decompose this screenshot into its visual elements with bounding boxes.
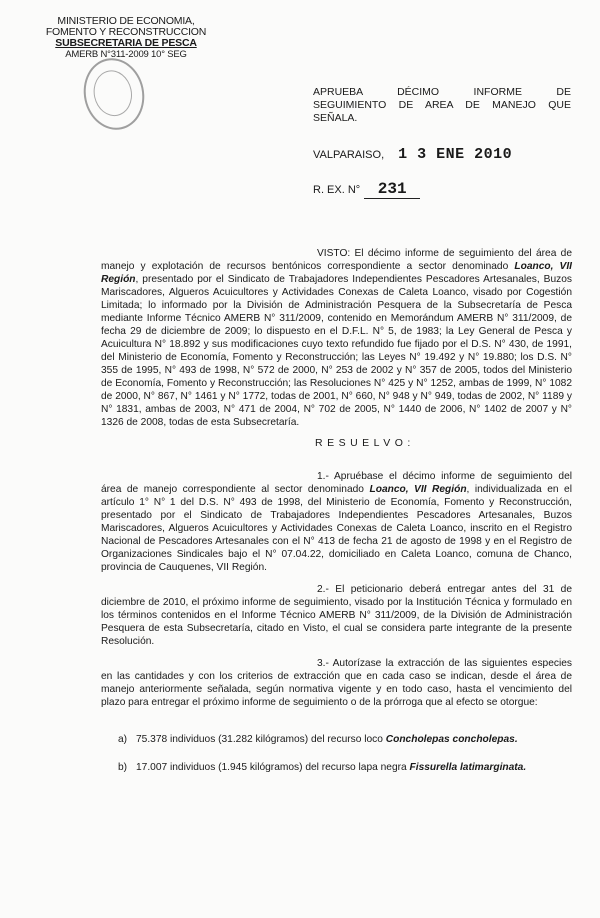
resolution-label: R. EX. N° <box>313 184 361 196</box>
list-item-letter: b) <box>118 762 128 773</box>
list-item <box>118 733 578 746</box>
list-item-species: Fissurella latimarginata. <box>409 762 527 773</box>
article-2-text: 2.- El peticionario deberá entregar antes del 31 de diciembre de 2010, el próximo informe de seguimiento, visado por la Institución Técnica y formulado en los términos contenidos en el Informe Técnico AMERB N° 311/2009, de la División de Administración Pesquera de esta Subsecretaría, citado en Visto, el cual se considera parte integrante de la presente Resolución. <box>101 584 572 647</box>
list-item-letter: a) <box>118 734 128 745</box>
date-stamp: 1 3 ENE 2010 <box>398 146 513 163</box>
article-2 <box>101 583 572 648</box>
visto-paragraph <box>101 247 572 429</box>
visto-sector: Loanco, VII Región <box>101 261 573 285</box>
subsecretaria-name: SUBSECRETARIA DE PESCA <box>55 37 197 49</box>
subject-line2: SEGUIMIENTO DE AREA DE MANEJO QUE <box>313 99 571 111</box>
ministry-name-line2: FOMENTO Y RECONSTRUCCION <box>45 26 207 38</box>
list-item-text: 75.378 individuos (31.282 kilógramos) del recurso loco <box>136 734 383 745</box>
list-item-species: Concholepas concholepas. <box>385 734 518 745</box>
article-3 <box>101 657 572 709</box>
subject-line1: APRUEBA DÉCIMO INFORME DE <box>313 86 571 98</box>
article-1-body: , individualizada en el artículo 1° N° 1 del D.S. N° 493 de 1998, del Ministerio de Economía, Fomento y Reconstrucción, presentado por el Sindicato de Trabajadores Independientes Pescadores Artesanales, Buzos Mariscadores, Algueros Acuicultores y Actividades Conexas de Caleta Loanco, inscrito en el Registro Nacional de Pescadores Artesanales con el N° 413 de fecha 21 de agosto de 1998 y en el Registro de Organizaciones Sindicales bajo el N° 07.04.22, domiciliado en Caleta Loanco, comuna de Chanco, provincia de Cauquenes, VII Región. <box>101 484 572 573</box>
article-3-text: 3.- Autorízase la extracción de las siguientes especies en las cantidades y con los criterios de extracción que en cada caso se indican, desde el área de manejo anteriormente señalada, según normativa vigente y en todo caso, hasta el vencimiento del plazo para entregar el próximo informe de seguimiento o de la prórroga que al efecto se otorgue: <box>101 658 572 708</box>
article-1 <box>101 470 572 574</box>
article-1-intro: 1.- Apruébase el décimo informe de seguimiento del área de manejo correspondiente al sector denominado <box>101 471 572 495</box>
resuelvo-heading: RESUELVO: <box>315 437 415 449</box>
ministry-name-line1: MINISTERIO DE ECONOMIA, <box>57 15 195 27</box>
list-item <box>118 761 578 774</box>
subject-block <box>313 86 571 125</box>
place: VALPARAISO, <box>313 149 385 161</box>
resolution-number <box>313 180 420 199</box>
resolution-value: 231 <box>364 180 420 199</box>
place-date <box>313 146 512 163</box>
ministry-header <box>26 16 226 60</box>
visto-intro: VISTO: El décimo informe de seguimiento del área de manejo y explotación de recursos bentónicos correspondiente a sector denominado <box>101 248 572 272</box>
visto-body: , presentado por el Sindicato de Trabajadores Independientes Pescadores Artesanales, Buzos Mariscadores, Algueros Acuicultores y Actividades Conexas de Caleta Loanco, visado por Cogestión Limitada; lo informado por la División de Administración Pesquera de la Subsecretaría de Pesca mediante Informe Técnico AMERB N° 311/2009, contenido en Memorándum AMERB N° 311/2009, de fecha 29 de diciembre de 2009; lo dispuesto en el D.F.L. N° 5, de 1983; la Ley General de Pesca y Acuicultura N° 18.892 y sus modificaciones cuyo texto refundido fue fijado por el D.S. N° 430, de 1991, del Ministerio de Economía, Fomento y Reconstrucción; las Leyes N° 19.492 y N° 19.880; los D.S. N° 355 de 1995, N° 493 de 1998, N° 572 de 2000, N° 253 de 2002 y N° 357 de 2005, todos del Ministerio de Economía, Fomento y Reconstrucción; las Resoluciones N° 425 y N° 1252, ambas de 1999, N° 1082 de 2000, N° 867, N° 1461 y N° 1772, todas de 2001, N° 660, N° 948 y N° 949, todas de 2002, N° 1189 y N° 1831, ambas de 2003, N° 471 de 2004, N° 702 de 2005, N° 1440 de 2006, N° 1402 de 2007 y N° 1326 de 2008, todas de esta Subsecretaría. <box>101 274 572 428</box>
list-item-text: 17.007 individuos (1.945 kilógramos) del recurso lapa negra <box>136 762 407 773</box>
subject-line3: SEÑALA. <box>313 112 358 124</box>
reference-code: AMERB N°311-2009 10° SEG <box>65 49 187 60</box>
article-1-sector: Loanco, VII Región <box>369 484 467 495</box>
official-stamp-icon <box>77 53 151 136</box>
